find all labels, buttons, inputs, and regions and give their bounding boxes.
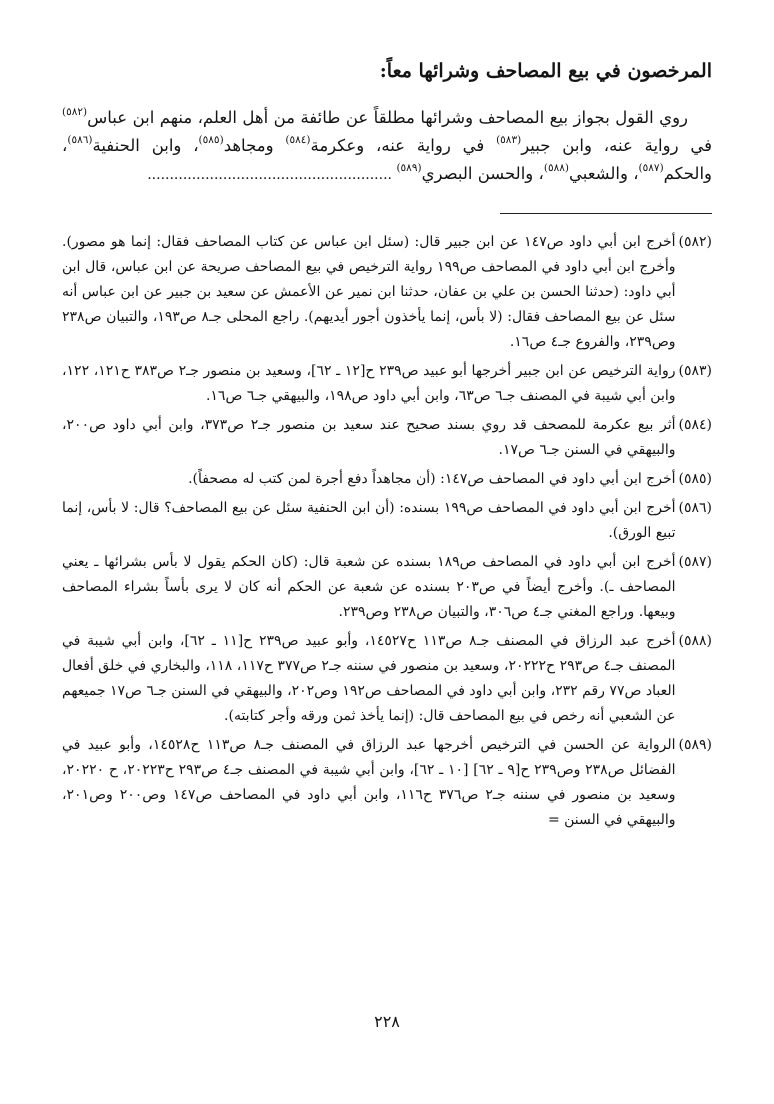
footnote-text: رواية الترخيص عن ابن جبير أخرجها أبو عبيد ص٢٣٩ ح[١٢ ـ ٦٢]، وسعيد بن منصور جـ٢ ص٣٨٣ ح١٢١، ١٢٢، وابن أبي شيبة في المصنف جـ٦ ص٦٣، وابن أبي داود ص١٩٨، والبيهقي جـ٦ ص١٦. <box>62 363 676 404</box>
footnote-text: أخرج ابن أبي داود في المصاحف ص١٤٧: (أن مجاهداً دفع أجرة لمن كتب له مصحفاً). <box>188 471 676 487</box>
footnote-number: (٥٨٦) <box>678 500 712 516</box>
footnote-583 <box>62 359 712 409</box>
footnote-ref-589[interactable]: (٥٨٩) <box>396 161 422 174</box>
body-text-part: ، والشعبي <box>568 164 639 183</box>
footnote-number: (٥٨٧) <box>678 554 712 570</box>
body-text-part: ، والحكم <box>62 136 712 183</box>
footnote-number: (٥٨٤) <box>678 417 712 433</box>
footnote-582 <box>62 230 712 355</box>
footnote-ref-585[interactable]: (٥٨٥) <box>198 133 224 146</box>
footnote-586 <box>62 496 712 546</box>
footnote-separator <box>500 213 712 214</box>
footnote-number: (٥٨٥) <box>678 471 712 487</box>
footnote-text: أخرج ابن أبي داود في المصاحف ص١٨٩ بسنده عن شعبة قال: (كان الحكم يقول لا بأس بشرائها ـ يعني المصاحف ـ). وأخرج أيضاً في ص٢٠٣ بسنده عن شعبة عن الحكم أنه كان لا يرى بأساً بشراء المصاحف وبيعها. وراجع المغني جـ٤ ص٣٠٦، والتبيان ص٢٣٨ وص٢٣٩. <box>62 554 676 620</box>
footnote-text: أخرج ابن أبي داود في المصاحف ص١٩٩ بسنده: (أن ابن الحنفية سئل عن بيع المصاحف؟ قال: لا بأس، إنما تبيع الورق). <box>62 500 676 541</box>
body-text-part: ومجاهد <box>223 136 286 155</box>
dot-leader: ....................................................... <box>147 167 397 183</box>
footnote-588 <box>62 629 712 729</box>
footnote-584 <box>62 413 712 463</box>
footnote-585 <box>62 467 712 492</box>
section-heading: المرخصون في بيع المصاحف وشرائها معاً: <box>379 60 712 82</box>
body-text-part: روي القول بجواز بيع المصاحف وشرائها مطلقاً عن طائفة من أهل العلم، منهم ابن عباس <box>87 108 688 127</box>
footnote-ref-587[interactable]: (٥٨٧) <box>638 161 664 174</box>
body-text-part: ، والحسن البصري <box>421 164 544 183</box>
body-paragraph <box>62 104 712 189</box>
book-page <box>62 56 712 1056</box>
footnote-text: أثر بيع عكرمة للمصحف قد روي بسند صحيح عند سعيد بن منصور جـ٢ ص٣٧٣، وابن أبي داود ص٢٠٠، والبيهقي في السنن جـ٦ ص١٧. <box>62 417 676 458</box>
footnote-number: (٥٨٨) <box>678 633 712 649</box>
footnote-ref-586[interactable]: (٥٨٦) <box>67 133 93 146</box>
footnote-number: (٥٨٣) <box>678 363 712 379</box>
footnote-text: أخرج عبد الرزاق في المصنف جـ٨ ص١١٣ ح١٤٥٢٧، وأبو عبيد ص٢٣٩ ح[١١ ـ ٦٢]، وابن أبي شيبة في المصنف جـ٤ ص٢٩٣ ح٢٠٢٢٢، وسعيد بن منصور في سننه جـ٢ ص٣٧٧ ح١١٧، ١١٨، والبخاري في خلق أفعال العباد ص٧٧ رقم ٢٣٢، وابن أبي داود في المصاحف ص١٩٢ وص٢٠٢، والبيهقي في السنن جـ٦ ص١٧ جميعهم عن الشعبي أنه رخص في بيع المصاحف قال: (إنما يأخذ ثمن ورقه وأجر كتابته). <box>62 633 676 724</box>
page-number: ٢٢٨ <box>374 1012 400 1031</box>
body-text-part: في رواية عنه، وعكرمة <box>310 136 497 155</box>
footnote-number: (٥٨٢) <box>678 234 712 250</box>
body-text-part: ، وابن الحنفية <box>92 136 199 155</box>
footnote-587 <box>62 550 712 625</box>
footnote-ref-588[interactable]: (٥٨٨) <box>543 161 569 174</box>
footnote-ref-583[interactable]: (٥٨٣) <box>496 133 522 146</box>
footnote-text: أخرج ابن أبي داود ص١٤٧ عن ابن جبير قال: (سئل ابن عباس عن كتاب المصاحف فقال: إنما هو مصور). وأخرج ابن أبي داود في المصاحف ص١٩٩ رواية الترخيص في بيع المصاحف صريحة عن ابن عباس، قال ابن أبي داود: (حدثنا الحسن بن علي بن عفان، حدثنا ابن نمير عن الأعمش عن سعيد بن جبير عن ابن عباس أنه سئل عن بيع المصاحف فقال: (لا بأس، إنما يأخذون أجور أيديهم). راجع المحلى جـ٨ ص١٩٣، والتبيان ص٢٣٨ وص٢٣٩، والفروع جـ٤ ص١٦. <box>62 234 676 350</box>
body-text-part: في رواية عنه، وابن جبير <box>521 136 713 155</box>
footnote-number: (٥٨٩) <box>678 737 712 753</box>
footnote-589 <box>62 733 712 833</box>
footnote-ref-582[interactable]: (٥٨٢) <box>62 105 88 118</box>
footnote-text: الرواية عن الحسن في الترخيص أخرجها عبد الرزاق في المصنف جـ٨ ص١١٣ ح١٤٥٢٨، وأبو عبيد في الفضائل ص٢٣٨ وص٢٣٩ ح[٩ ـ ٦٢] [١٠ ـ ٦٢]، وابن أبي شيبة في المصنف جـ٤ ص٢٩٣ ح٢٠٢٢٣، ح ٢٠٢٢٠، وسعيد بن منصور في سننه جـ٢ ص٣٧٦ ح١١٦، وابن أبي داود في المصاحف ص١٤٧ وص٢٠٠ وص٢٠١، والبيهقي في السنن = <box>62 737 676 828</box>
footnote-ref-584[interactable]: (٥٨٤) <box>285 133 311 146</box>
